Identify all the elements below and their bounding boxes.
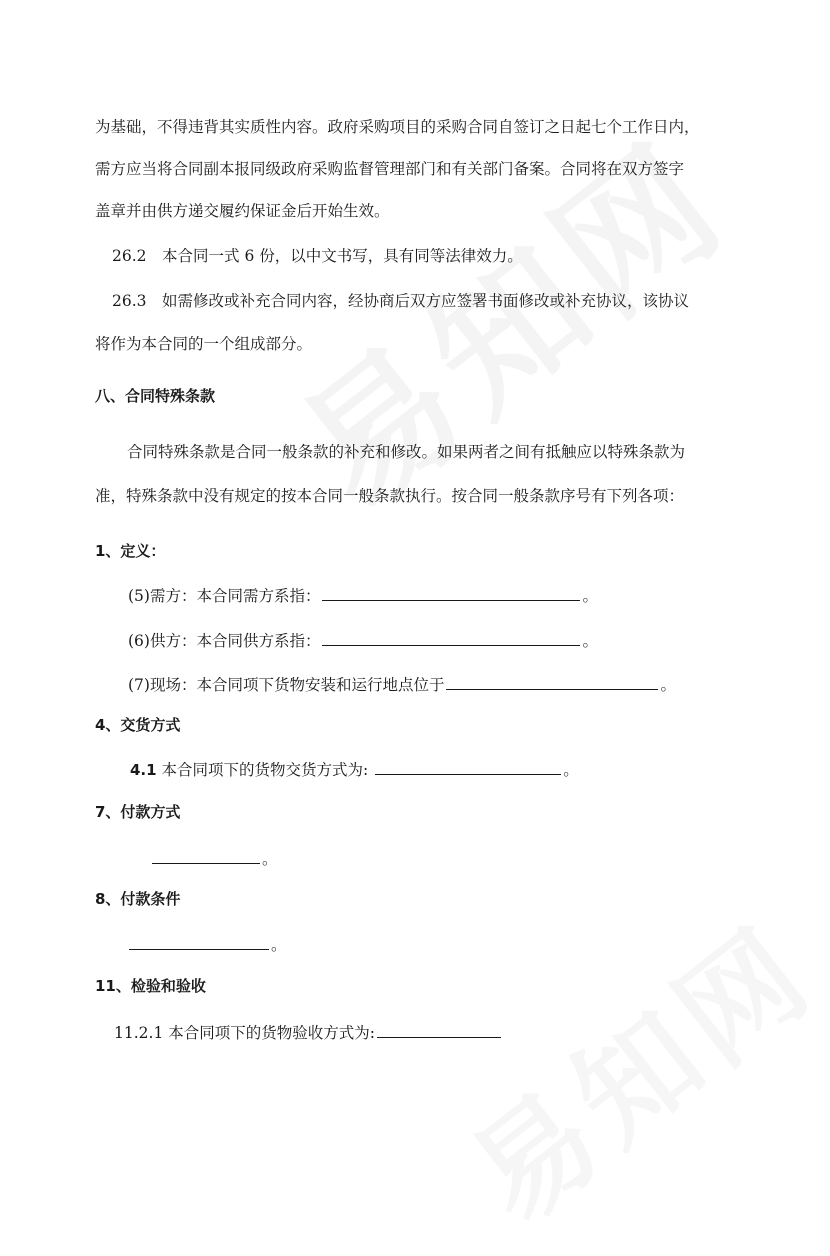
definitions-heading: 1、定义：	[95, 542, 166, 560]
payment-method-item	[150, 847, 278, 870]
buyer-blank[interactable]	[322, 584, 580, 601]
payment-terms-blank[interactable]	[129, 933, 269, 950]
payment-method-heading: 7、付款方式	[95, 803, 181, 821]
section-intro-cont: 准，特殊条款中没有规定的按本合同一般条款执行。按合同一般条款序号有下列各项：	[95, 487, 685, 505]
definition-item-5	[128, 584, 598, 607]
delivery-blank[interactable]	[375, 758, 561, 775]
end-mark: 。	[660, 676, 676, 694]
inspection-heading: 11、检验和验收	[95, 977, 206, 995]
clause-26-2: 26.2 本合同一式 6 份，以中文书写，具有同等法律效力。	[112, 247, 523, 265]
delivery-item	[130, 758, 579, 781]
definition-label: (7)现场：本合同项下货物安装和运行地点位于	[128, 676, 445, 694]
paragraph-line: 需方应当将合同副本报同级政府采购监督管理部门和有关部门备案。合同将在双方签字	[95, 160, 685, 178]
end-mark: 。	[271, 936, 287, 954]
end-mark: 。	[563, 761, 579, 779]
site-blank[interactable]	[446, 673, 658, 690]
clause-26-3: 26.3 如需修改或补充合同内容，经协商后双方应签署书面修改或补充协议，该协议	[112, 292, 690, 310]
definition-label: (6)供方：本合同供方系指：	[128, 632, 321, 650]
delivery-heading: 4、交货方式	[95, 716, 181, 734]
inspection-label: 11.2.1 本合同项下的货物验收方式为:	[114, 1024, 375, 1042]
paragraph-line: 为基础，不得违背其实质性内容。政府采购项目的采购合同自签订之日起七个工作日内，	[95, 118, 700, 136]
watermark-bottom	[430, 880, 830, 1256]
inspection-blank[interactable]	[377, 1021, 501, 1038]
definition-label: (5)需方：本合同需方系指：	[128, 587, 321, 605]
end-mark: 。	[582, 632, 598, 650]
delivery-number: 4.1	[130, 761, 157, 779]
definition-item-6	[128, 629, 598, 652]
delivery-label: 本合同项下的货物交货方式为:	[161, 761, 369, 779]
end-mark: 。	[582, 587, 598, 605]
inspection-item	[114, 1021, 503, 1044]
section-intro: 合同特殊条款是合同一般条款的补充和修改。如果两者之间有抵触应以特殊条款为	[127, 443, 686, 461]
section-heading: 八、合同特殊条款	[95, 387, 216, 405]
supplier-blank[interactable]	[322, 629, 580, 646]
definition-item-7	[128, 673, 676, 696]
payment-terms-item	[127, 933, 287, 956]
watermark	[250, 84, 761, 550]
end-mark: 。	[262, 850, 278, 868]
clause-26-3-cont: 将作为本合同的一个组成部分。	[95, 335, 313, 353]
payment-method-blank[interactable]	[152, 847, 260, 864]
payment-terms-heading: 8、付款条件	[95, 890, 181, 908]
paragraph-line: 盖章并由供方递交履约保证金后开始生效。	[95, 202, 390, 220]
